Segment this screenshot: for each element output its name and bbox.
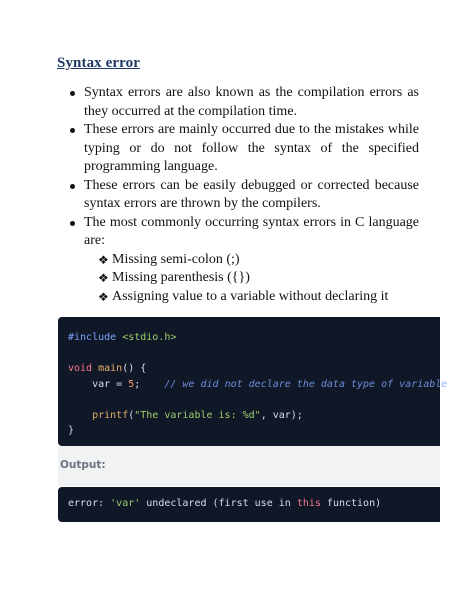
list-item-text: Syntax errors are also known as the compilation errors as they occurred at the compilation time. [84, 85, 419, 119]
output-block[interactable] [58, 487, 440, 522]
output-prefix: error: [68, 498, 111, 509]
list-item-text: The most commonly occurring syntax errors in C language are: [84, 214, 419, 248]
code-text [58, 317, 448, 452]
code-comment: // we did not declare the data type of variable [164, 378, 448, 390]
code-main-rest: () { [122, 363, 147, 374]
bullet-list [70, 84, 419, 306]
list-item [70, 177, 419, 214]
code-printf-indent [68, 410, 92, 421]
output-this-keyword: this [296, 498, 321, 509]
list-item-text: These errors are mainly occurred due to the mistakes while typing or do not follow the syntax of the specified programming language. [84, 122, 419, 174]
output-label: Output: [60, 459, 106, 471]
sub-list-item [98, 288, 419, 307]
diamond-icon: ❖ [98, 271, 109, 285]
sub-list-item-text: Missing semi-colon (;) [112, 251, 240, 267]
output-header-strip [58, 446, 440, 486]
output-middle: undeclared (first use in [140, 498, 297, 509]
bullet-icon [70, 91, 75, 96]
code-void-keyword: void [68, 363, 93, 374]
code-printf-rest: , var); [260, 409, 303, 421]
list-item-text: These errors can be easily debugged or corrected because syntax errors are thrown by the compilers. [84, 177, 419, 211]
list-item [70, 121, 419, 177]
code-var-value: 5 [128, 378, 135, 390]
sub-list-item-text: Missing parenthesis ({}) [112, 270, 250, 285]
code-printf-string: "The variable is: %d" [134, 409, 261, 421]
code-block[interactable] [58, 317, 448, 446]
diamond-icon: ❖ [98, 252, 109, 267]
sub-list [84, 251, 419, 307]
output-var-string: 'var' [110, 498, 141, 509]
sub-list-item [98, 269, 419, 288]
output-text [58, 487, 440, 520]
code-printf-open: ( [128, 409, 135, 421]
bullet-icon [70, 128, 75, 133]
code-var-assign: var = [68, 378, 129, 390]
code-close-brace: } [68, 425, 75, 436]
code-include-header: <stdio.h> [116, 332, 177, 343]
code-include-keyword: #include [68, 332, 117, 343]
code-printf-function: printf [92, 409, 129, 421]
sub-list-item [98, 251, 419, 270]
list-item [70, 84, 419, 121]
list-item [70, 214, 419, 307]
code-var-semicolon: ; [134, 378, 165, 390]
code-main-function: main [98, 363, 123, 374]
bullet-icon [70, 184, 75, 189]
diamond-icon: ❖ [98, 289, 109, 304]
bullet-icon [70, 221, 75, 226]
sub-list-item-text: Assigning value to a variable without declaring it [112, 288, 389, 304]
section-heading: Syntax error [57, 55, 140, 71]
output-suffix: function) [320, 498, 382, 509]
